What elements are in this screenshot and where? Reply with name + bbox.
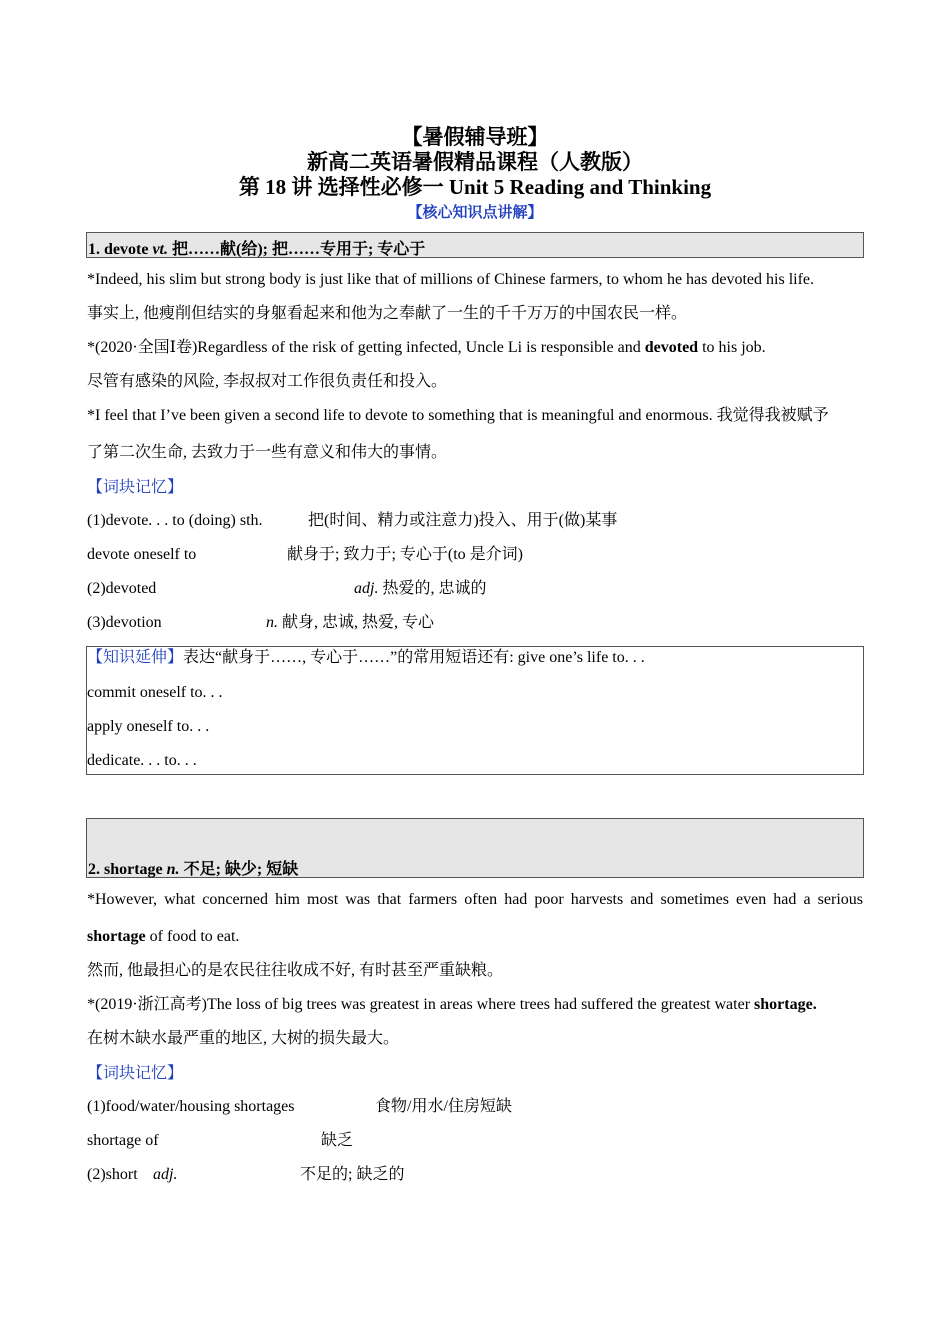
chunk-cn: 献身, 忠诚, 热爱, 专心: [278, 614, 435, 631]
chunk-row: [87, 578, 887, 600]
example-3-cn: 了第二次生命, 去致力于一些有意义和伟大的事情。: [87, 444, 448, 461]
chunk-en: (2)short: [87, 1166, 138, 1183]
highlight-word: devoted: [644, 339, 699, 356]
title-number: 1. devote: [88, 241, 153, 258]
chunk-pos: adj.: [153, 1166, 178, 1183]
highlight-word: shortage: [87, 928, 146, 945]
title-pos: vt.: [152, 241, 168, 258]
extension-label: 【知识延伸】: [87, 649, 184, 666]
title-meaning: 不足; 缺少; 短缺: [179, 861, 299, 878]
chunk-pos: n.: [266, 614, 278, 631]
chunk-en: (1)devote. . . to (doing) sth.: [87, 512, 263, 529]
example-1-en: *However, what concerned him most was that farmers often had poor harvests and sometimes even had a serious: [87, 891, 863, 908]
chunk-en: shortage of: [87, 1132, 159, 1149]
example-2-en: [87, 337, 766, 359]
extension-item: dedicate. . . to. . .: [87, 752, 197, 769]
chunk-cn: 热爱的, 忠诚的: [378, 580, 487, 597]
example-1-en-cont: [87, 926, 239, 948]
example-2-en: [87, 994, 817, 1016]
header-line-2: 新高二英语暑假精品课程（人教版）: [307, 150, 643, 174]
example-2-cn: 尽管有感染的风险, 李叔叔对工作很负责任和投入。: [87, 373, 448, 390]
extension-item: apply oneself to. . .: [87, 718, 210, 735]
extension-text: 表达“献身于……, 专心于……”的常用短语还有: give one’s life to. . .: [183, 649, 645, 666]
chunk-cn: 不足的; 缺乏的: [300, 1166, 405, 1183]
highlight-word: shortage.: [754, 996, 817, 1013]
chunk-row: [87, 1096, 887, 1118]
title-pos: n.: [166, 861, 180, 878]
text: of food to eat.: [145, 928, 240, 945]
text: to his job.: [698, 339, 766, 356]
chunk-row: [87, 1130, 887, 1152]
extension-item: commit oneself to. . .: [87, 684, 223, 701]
title-meaning: 把……献(给); 把……专用于; 专心于: [167, 241, 426, 258]
text: *(2020·全国Ⅰ卷)Regardless of the risk of getting infected, Uncle Li is responsible and: [87, 339, 645, 356]
example-1-cn: 然而, 他最担心的是农民往往收成不好, 有时甚至严重缺粮。: [87, 962, 504, 979]
title-number: 2. shortage: [88, 861, 167, 878]
example-1-cn: 事实上, 他瘦削但结实的身躯看起来和他为之奉献了一生的千千万万的中国农民一样。: [87, 305, 688, 322]
chunk-row: [87, 544, 887, 566]
chunk-pos: adj.: [354, 580, 379, 597]
chunk-en: devote oneself to: [87, 546, 197, 563]
chunk-row: [87, 510, 887, 532]
example-1-en: *Indeed, his slim but strong body is just like that of millions of Chinese farmers, to whom he has devoted his life.: [87, 271, 815, 288]
page-title: 第 18 讲 选择性必修一 Unit 5 Reading and Thinking: [238, 175, 712, 199]
chunk-cn: 献身于; 致力于; 专心于(to 是介词): [287, 546, 523, 563]
section-1-title-box: [86, 232, 864, 258]
example-2-cn: 在树木缺水最严重的地区, 大树的损失最大。: [87, 1030, 400, 1047]
chunk-cn: 缺乏: [321, 1132, 354, 1149]
section-2-title: [88, 856, 298, 879]
example-3-en: *I feel that I’ve been given a second life to devote to something that is meaningful and enormous. 我觉得我被赋予: [87, 407, 829, 424]
chunk-en: (3)devotion: [87, 614, 162, 631]
text: *(2019·浙江高考)The loss of big trees was greatest in areas where trees had suffered the greatest water: [87, 996, 755, 1013]
section-1-title: [88, 236, 425, 259]
chunk-label: 【词块记忆】: [87, 1065, 184, 1082]
chunk-en: (2)devoted: [87, 580, 157, 597]
extension-intro: [87, 647, 645, 669]
chunk-en: (1)food/water/housing shortages: [87, 1098, 295, 1115]
chunk-row: [87, 612, 887, 634]
chunk-cn: 把(时间、精力或注意力)投入、用于(做)某事: [308, 512, 618, 529]
chunk-cn: 食物/用水/住房短缺: [375, 1098, 512, 1115]
chunk-label: 【词块记忆】: [87, 479, 184, 496]
header-line-1: 【暑假辅导班】: [401, 125, 549, 149]
chunk-row: [87, 1164, 887, 1186]
section-subtitle: 【核心知识点讲解】: [407, 205, 543, 221]
section-2-title-box: [86, 818, 864, 878]
